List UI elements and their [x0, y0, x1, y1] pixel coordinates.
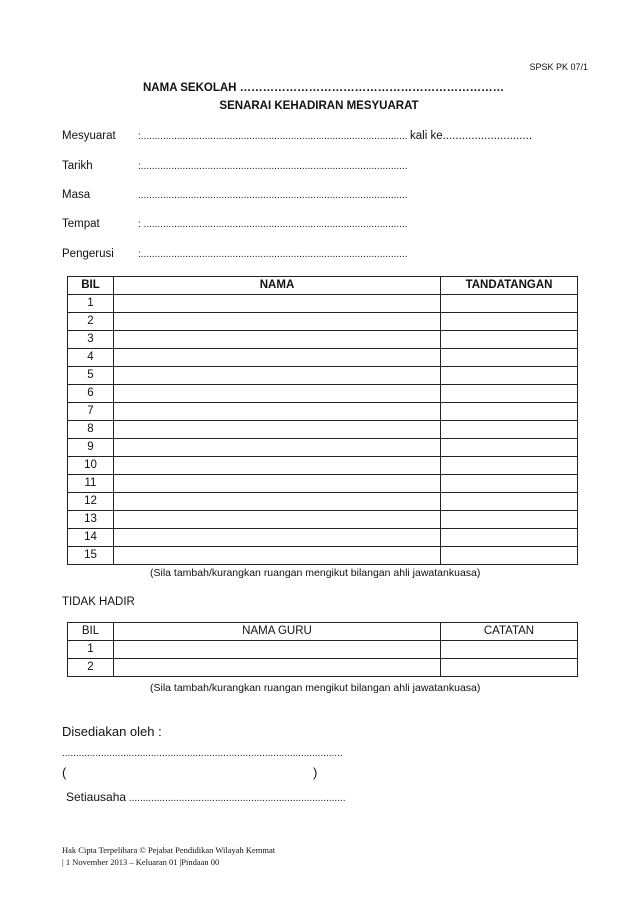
col-header-tandatangan: TANDATANGAN [441, 277, 578, 295]
row-number: 11 [68, 475, 114, 493]
attendance-note: (Sila tambah/kurangkan ruangan mengikut bilangan ahli jawatankuasa) [150, 567, 481, 579]
paren-open: ( [62, 765, 67, 780]
name-cell[interactable] [114, 511, 441, 529]
name-cell[interactable] [114, 313, 441, 331]
field-value-pengerusi: :................................................................................................ [138, 249, 408, 260]
tidak-hadir-heading: TIDAK HADIR [62, 596, 135, 608]
signature-cell[interactable] [441, 475, 578, 493]
name-cell[interactable] [114, 439, 441, 457]
table-row [68, 313, 578, 331]
row-number: 1 [68, 295, 114, 313]
row-number: 10 [68, 457, 114, 475]
table-row [68, 475, 578, 493]
signature-cell[interactable] [441, 367, 578, 385]
name-cell[interactable] [114, 547, 441, 565]
row-number: 14 [68, 529, 114, 547]
name-cell[interactable] [114, 475, 441, 493]
row-number: 8 [68, 421, 114, 439]
row-number: 2 [68, 313, 114, 331]
paren-close: ) [313, 765, 318, 780]
signature-cell[interactable] [441, 403, 578, 421]
field-label-masa: Masa [62, 189, 91, 201]
row-number: 12 [68, 493, 114, 511]
field-label-pengerusi: Pengerusi [62, 248, 114, 260]
row-number: 2 [68, 659, 114, 677]
footer-copyright: Hak Cipta Terpelihara © Pejabat Pendidikan Wilayah Kemmat [62, 845, 276, 855]
table-row [68, 385, 578, 403]
table-row [68, 659, 578, 677]
row-number: 1 [68, 641, 114, 659]
secretary-dots: .............................................................................. [126, 793, 346, 804]
col-header-catatan: CATATAN [441, 623, 578, 641]
table-row [68, 403, 578, 421]
name-cell[interactable] [114, 295, 441, 313]
row-number: 4 [68, 349, 114, 367]
field-value-tempat: : ............................................................................................... [138, 219, 408, 230]
table-row [68, 349, 578, 367]
name-cell[interactable] [114, 367, 441, 385]
name-cell[interactable] [114, 331, 441, 349]
row-number: 6 [68, 385, 114, 403]
table-row [68, 439, 578, 457]
name-cell[interactable] [114, 641, 441, 659]
name-cell[interactable] [114, 385, 441, 403]
table-row [68, 493, 578, 511]
signature-cell[interactable] [441, 457, 578, 475]
signature-cell[interactable] [441, 493, 578, 511]
table-row [68, 295, 578, 313]
signature-line: ..................................................................................................... [62, 748, 343, 759]
signature-cell[interactable] [441, 349, 578, 367]
field-value-masa: ................................................................................................. [138, 190, 408, 201]
row-number: 9 [68, 439, 114, 457]
table-row [68, 421, 578, 439]
table-row [68, 367, 578, 385]
field-label-mesyuarat: Mesyuarat [62, 130, 116, 142]
table-row [68, 547, 578, 565]
col-header-bil: BIL [68, 623, 114, 641]
name-cell[interactable] [114, 349, 441, 367]
signature-cell[interactable] [441, 659, 578, 677]
secretary-label: Setiausaha [66, 790, 127, 804]
signature-cell[interactable] [441, 511, 578, 529]
signature-cell[interactable] [441, 421, 578, 439]
col-header-nama: NAMA [114, 277, 441, 295]
name-cell[interactable] [114, 529, 441, 547]
table-row [68, 457, 578, 475]
signature-cell[interactable] [441, 439, 578, 457]
absent-table [67, 622, 578, 677]
name-cell[interactable] [114, 457, 441, 475]
page-title: SENARAI KEHADIRAN MESYUARAT [219, 100, 419, 112]
name-cell[interactable] [114, 421, 441, 439]
signature-cell[interactable] [441, 331, 578, 349]
absent-note: (Sila tambah/kurangkan ruangan mengikut bilangan ahli jawatankuasa) [150, 682, 481, 694]
secretary-line [66, 790, 346, 804]
table-row [68, 529, 578, 547]
field-label-tempat: Tempat [62, 218, 100, 230]
school-name-line: NAMA SEKOLAH …………………………………………………………… [143, 82, 505, 94]
field-value-tarikh: :................................................................................................ [138, 161, 408, 172]
attendance-table [67, 276, 578, 565]
name-cell[interactable] [114, 403, 441, 421]
footer-version: | 1 November 2013 – Keluaran 01 |Pindaan 00 [62, 857, 220, 867]
signature-cell[interactable] [441, 385, 578, 403]
signature-cell[interactable] [441, 529, 578, 547]
prepared-by-label: Disediakan oleh : [62, 724, 162, 739]
form-code: SPSK PK 07/1 [529, 62, 588, 72]
table-row [68, 511, 578, 529]
row-number: 15 [68, 547, 114, 565]
table-row [68, 641, 578, 659]
row-number: 5 [68, 367, 114, 385]
signature-cell[interactable] [441, 295, 578, 313]
table-row [68, 331, 578, 349]
signature-cell[interactable] [441, 547, 578, 565]
row-number: 3 [68, 331, 114, 349]
name-cell[interactable] [114, 493, 441, 511]
signature-cell[interactable] [441, 641, 578, 659]
name-parentheses [62, 765, 322, 780]
field-value-mesyuarat: :................................................................................................ [138, 131, 408, 142]
signature-cell[interactable] [441, 313, 578, 331]
kali-ke-field: kali ke............................ [410, 130, 533, 142]
col-header-bil: BIL [68, 277, 114, 295]
row-number: 7 [68, 403, 114, 421]
field-label-tarikh: Tarikh [62, 160, 93, 172]
row-number: 13 [68, 511, 114, 529]
name-cell[interactable] [114, 659, 441, 677]
col-header-nama-guru: NAMA GURU [114, 623, 441, 641]
